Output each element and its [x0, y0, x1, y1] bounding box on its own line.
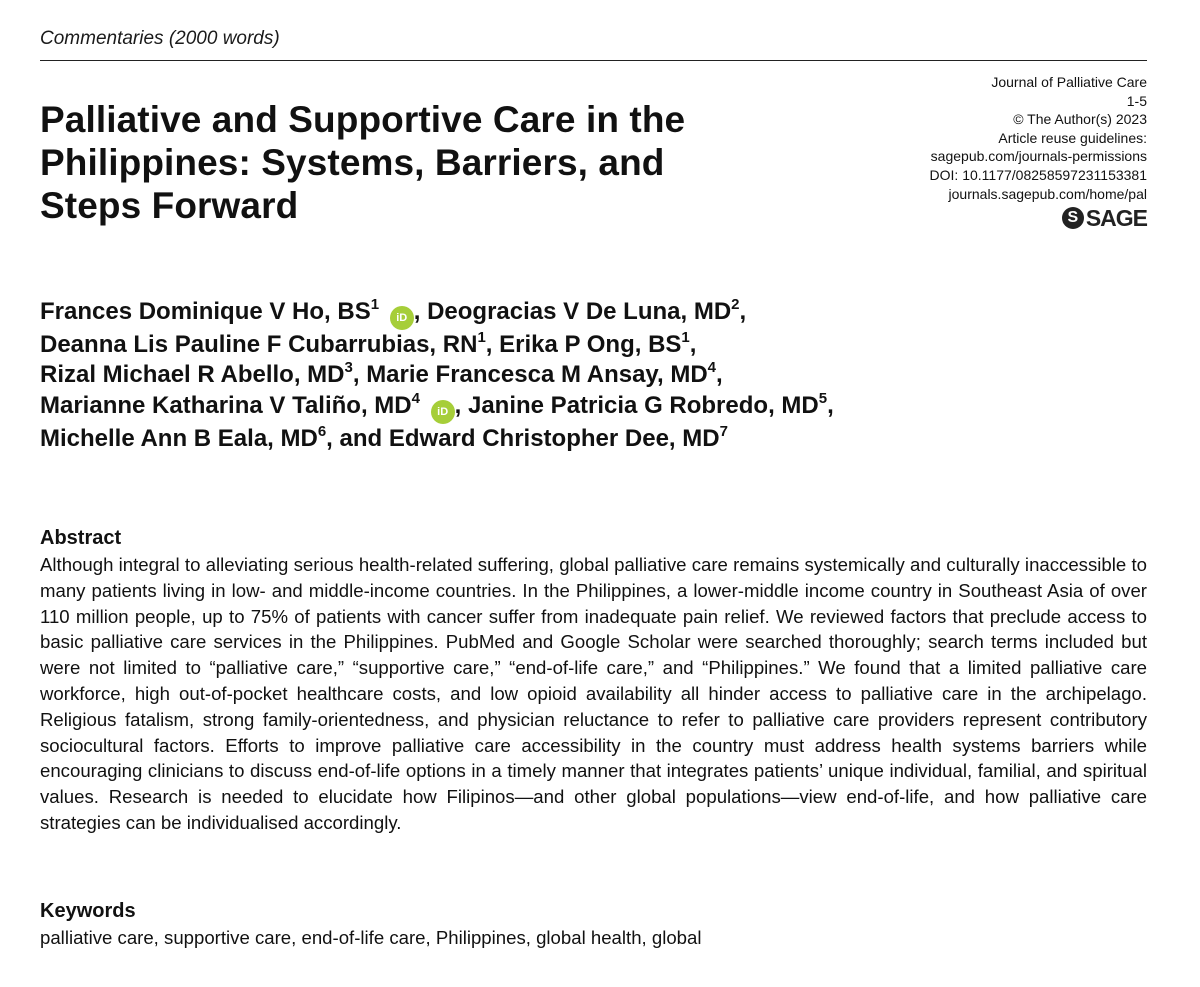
- doi[interactable]: DOI: 10.1177/08258597231153381: [929, 166, 1147, 183]
- journal-info: [847, 73, 1147, 203]
- affiliation-marker: 7: [719, 422, 728, 440]
- copyright: © The Author(s) 2023: [1013, 111, 1147, 128]
- author-name: Deogracias V De Luna, MD: [427, 298, 732, 325]
- orcid-icon[interactable]: iD: [431, 400, 455, 424]
- author-name: Erika P Ong, BS: [499, 331, 682, 358]
- author-name: Deanna Lis Pauline F Cubarrubias, RN: [40, 331, 478, 358]
- keywords-list: palliative care, supportive care, end-of-life care, Philippines, global health, global: [40, 927, 702, 948]
- affiliation-marker: 1: [477, 329, 486, 346]
- author-line: Deanna Lis Pauline F Cubarrubias, $RN^1$, Erika P Ong, $BS^1$,: [40, 329, 697, 358]
- sage-wordmark: SAGE: [1085, 205, 1147, 231]
- journal-name: Journal of Palliative Care: [991, 74, 1147, 90]
- sage-mark-icon: S: [1062, 207, 1084, 229]
- author-line: Michelle Ann B Eala, $MD^6$, and Edward Christopher Dee, $MD^7$: [40, 422, 728, 452]
- sage-logo: [1062, 205, 1147, 231]
- author-line: Marianne Katharina V Taliño, $MD^4$ iD , Janine Patricia G Robredo, $MD^5$,: [40, 391, 1150, 424]
- author-name: Janine Patricia G Robredo, MD: [467, 391, 819, 419]
- affiliation-marker: 3: [344, 359, 353, 377]
- affiliation-marker: 6: [317, 422, 327, 440]
- author-conjunction: and: [339, 424, 383, 452]
- author-name: Edward Christopher Dee, MD: [388, 424, 720, 452]
- author-line: Frances Dominique V Ho, $BS^1$ iD , Deogracias V De Luna, $MD^2$,: [40, 297, 1150, 330]
- reuse-link[interactable]: sagepub.com/journals-permissions: [930, 148, 1147, 165]
- section-label: Commentaries (2000 words): [40, 28, 280, 49]
- abstract-heading: Abstract: [40, 527, 122, 549]
- affiliation-marker: 4: [707, 359, 716, 377]
- journal-homepage[interactable]: journals.sagepub.com/home/pal: [948, 185, 1147, 202]
- reuse-label: Article reuse guidelines:: [998, 129, 1147, 146]
- article-title: Palliative and Supportive Care in the Philippines: Systems, Barriers, and Steps Forward: [40, 99, 686, 226]
- affiliation-marker: 4: [411, 389, 420, 407]
- abstract-text: Although integral to alleviating serious health-related suffering, global palliative care remains systemically and culturally inaccessible to many patients living in low- and middle-income countries. In the Philippines, a lower-middle income country in Southeast Asia of over 110 million people, up to 75% of patients with cancer suffer from inadequate pain relief. We reviewed factors that preclude access to basic palliative care services in the Philippines. PubMed and Google Scholar were searched thoroughly; search terms included but were not limited to “palliative care,” “supportive care,” “end-of-life care,” and “Philippines.” We found that a limited palliative care workforce, high out-of-pocket healthcare costs, and low opioid availability all hinder access to palliative care in the archipelago. Religious fatalism, strong family-orientedness, and physician reluctance to refer to palliative care providers represent contributory sociocultural factors. Efforts to improve palliative care accessibility in the country must address health systems barriers while encouraging clinicians to discuss end-of-life options in a timely manner that integrates patients’ unique individual, familial, and spiritual values. Research is needed to elucidate how Filipinos—and other global populations—view end-of-life, and how palliative care strategies can be individualised accordingly.: [40, 554, 1147, 833]
- orcid-icon[interactable]: iD: [390, 306, 414, 330]
- affiliation-marker: 5: [818, 389, 828, 407]
- author-list: [40, 297, 1150, 454]
- author-line: Rizal Michael R Abello, $MD^3$, Marie Francesca M Ansay, $MD^4$,: [40, 359, 723, 389]
- header-divider: [40, 60, 1147, 61]
- page-range: 1-5: [1126, 92, 1147, 109]
- author-name: Rizal Michael R Abello, MD: [40, 361, 345, 389]
- author-name: Marianne Katharina V Taliño, MD: [40, 391, 412, 419]
- affiliation-marker: 1: [370, 296, 380, 313]
- author-name: Marie Francesca M Ansay, MD: [366, 361, 708, 389]
- author-name: Michelle Ann B Eala, MD: [40, 424, 318, 452]
- author-name: Frances Dominique V Ho, BS: [40, 298, 371, 325]
- keywords-heading: Keywords: [40, 900, 136, 922]
- affiliation-marker: 2: [731, 296, 740, 313]
- affiliation-marker: 1: [681, 329, 690, 346]
